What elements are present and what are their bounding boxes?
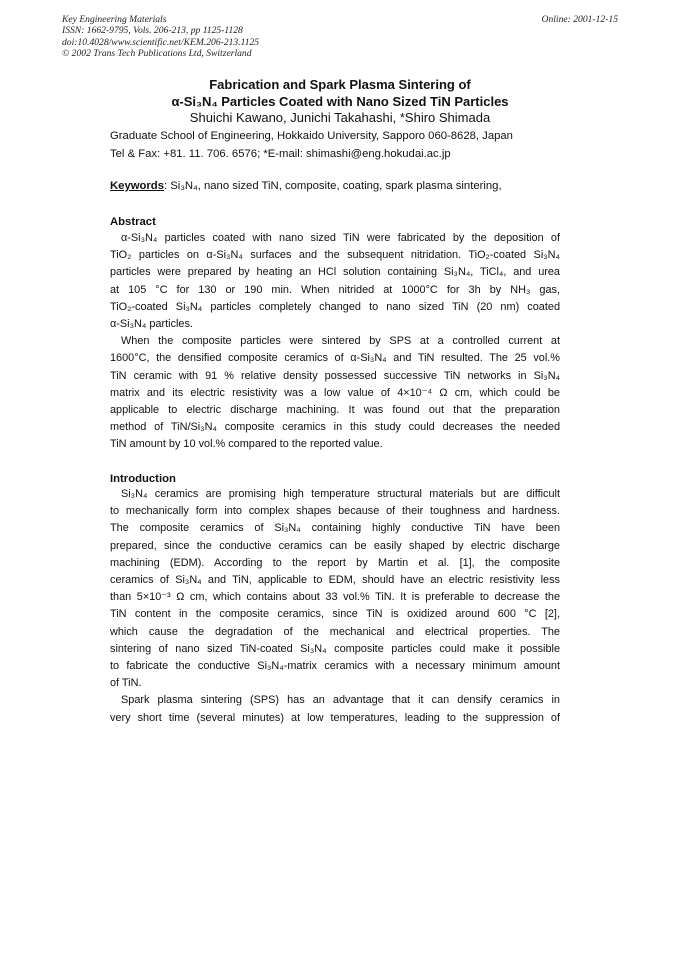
text-line: TiN amount by 10 vol.% compared to the reported value.: [110, 438, 383, 451]
text-line: 1600°C, the densified composite ceramics of α-Si₃N₄ and TiN resulted. The 25 vol.%: [110, 352, 560, 365]
text-line: TiO₂ particles on α-Si₃N₄ surfaces and the subsequent nitridation. TiO₂-coated Si₃N₄: [110, 249, 560, 262]
text-line: Si₃N₄ ceramics are promising high temperature structural materials but are difficult: [121, 488, 560, 500]
introduction-heading: Introduction: [110, 473, 176, 485]
text-line: TiO₂-coated Si₃N₄ particles completely changed to nano sized TiN (20 nm) coated: [110, 300, 560, 313]
journal-name: Key Engineering Materials: [62, 14, 167, 25]
text-line: TiN ceramic with 91 % relative density possessed successive TiN networks in Si₃N₄: [110, 369, 560, 382]
keywords-text: : Si₃N₄, nano sized TiN, composite, coating, spark plasma sintering,: [164, 180, 502, 192]
keywords: [110, 180, 502, 192]
text-line: to fabricate the conductive Si₃N₄-matrix ceramics with a necessary minimum amount: [110, 660, 560, 673]
text-line: ceramics of Si₃N₄ and TiN, applicable to EDM, should have an electric resistivity less: [110, 574, 560, 587]
text-line: of TiN.: [110, 677, 142, 690]
paper-title: [62, 76, 618, 110]
journal-header: [62, 14, 618, 60]
title-line: Fabrication and Spark Plasma Sintering of: [209, 77, 471, 92]
online-date: Online: 2001-12-15: [541, 14, 618, 25]
text-line: machining (EDM). According to the report by Martin et al. [1], the composite: [110, 556, 560, 569]
text-line: particles were prepared by heating an HCl solution containing Si₃N₄, TiCl₄, and urea: [110, 266, 560, 279]
text-line: than 5×10⁻³ Ω cm, which contains about 33 vol.% TiN. It is preferable to decrease the: [110, 591, 560, 604]
title-line: α-Si₃N₄ Particles Coated with Nano Sized TiN Particles: [171, 94, 509, 109]
text-line: applicable to electric discharge machining. It was found out that the preparation: [110, 404, 560, 417]
text-line: α-Si₃N₄ particles.: [110, 318, 193, 331]
introduction-body: [110, 486, 560, 727]
text-line: method of TiN/Si₃N₄ composite ceramics in this study could decreases the needed: [110, 421, 560, 434]
text-line: sintering of nano sized TiN-coated Si₃N₄ composite particles could make it possible: [110, 642, 560, 655]
text-line: TiN content in the composite ceramics, since TiN is oxidized around 600 °C [2],: [110, 608, 560, 621]
text-line: at 105 °C for 130 or 190 min. When nitrided at 1000°C for 3h by NH₃ gas,: [110, 283, 560, 296]
affiliation-contact: Tel & Fax: +81. 11. 706. 6576; *E-mail: shimashi@eng.hokudai.ac.jp: [110, 148, 451, 160]
text-line: to mechanically form into complex shapes because of their toughness and hardness.: [110, 505, 560, 518]
text-line: The composite ceramics of Si₃N₄ containing highly conductive TiN have been: [110, 522, 560, 535]
affiliation-address: Graduate School of Engineering, Hokkaido University, Sapporo 060-8628, Japan: [110, 130, 513, 142]
abstract-body: [110, 230, 560, 454]
text-line: Spark plasma sintering (SPS) has an advantage that it can densify ceramics in: [121, 694, 560, 707]
affiliation: [110, 127, 513, 163]
text-line: matrix and its electric resistivity was a low value of 4×10⁻⁴ Ω cm, which could be: [110, 386, 560, 399]
abstract-heading: Abstract: [110, 216, 156, 228]
journal-copyright: © 2002 Trans Tech Publications Ltd, Switzerland: [62, 48, 252, 60]
text-line: α-Si₃N₄ particles coated with nano sized TiN were fabricated by the deposition of: [121, 232, 560, 244]
journal-issn: ISSN: 1662-9795, Vols. 206-213, pp 1125-1128: [62, 25, 243, 37]
text-line: which cause the degradation of the mechanical and electrical properties. The: [110, 625, 560, 638]
text-line: very short time (several minutes) at low temperatures, leading to the suppression of: [110, 711, 560, 724]
keywords-label: Keywords: [110, 180, 164, 192]
authors: Shuichi Kawano, Junichi Takahashi, *Shiro Shimada: [189, 110, 491, 125]
text-line: prepared, since the conductive ceramics can be easily shaped by electric discharge: [110, 539, 560, 552]
journal-doi: doi:10.4028/www.scientific.net/KEM.206-213.1125: [62, 36, 260, 48]
text-line: When the composite particles were sintered by SPS at a controlled current at: [121, 335, 560, 348]
journal-info: [62, 14, 618, 60]
